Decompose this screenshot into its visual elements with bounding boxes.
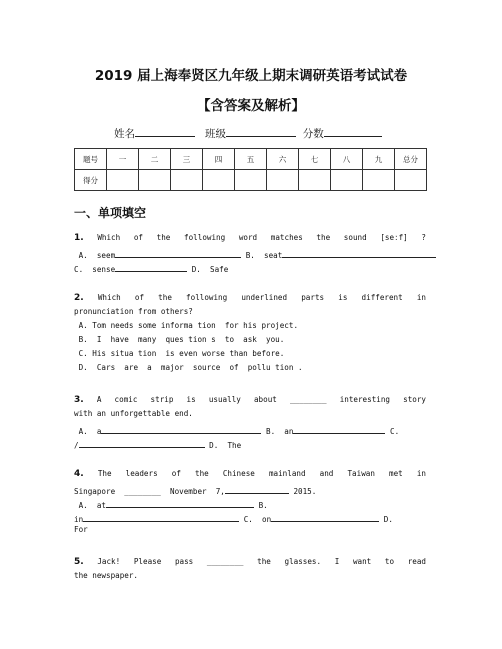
question-4-options-row3: For (74, 525, 88, 534)
table-cell: 总分 (395, 149, 427, 170)
question-4-options-row2: in C. on D. (74, 511, 426, 525)
name-label: 姓名 (114, 128, 135, 140)
question-2-option-d: D. Cars are a major source of pollu tion . (78, 363, 303, 372)
table-cell: 八 (331, 149, 363, 170)
table-cell: 七 (299, 149, 331, 170)
question-1-options-row1: A. seem B. seat (74, 247, 426, 261)
table-cell: 得分 (75, 170, 107, 191)
table-cell: 三 (171, 149, 203, 170)
table-cell: 二 (139, 149, 171, 170)
question-2-option-b: B. I have many ques tion s to ask you. (78, 335, 285, 344)
question-3-text: 3. A comic strip is usually about ________ interesting story (74, 395, 426, 405)
score-blank[interactable] (324, 126, 382, 137)
class-label: 班级 (205, 128, 227, 140)
score-cell[interactable] (299, 170, 331, 191)
question-4-text: 4. The leaders of the Chinese mainland and Taiwan met in (74, 469, 426, 479)
score-cell[interactable] (363, 170, 395, 191)
question-4-options-row1: A. at B. (74, 497, 426, 511)
class-blank[interactable] (226, 126, 296, 137)
score-table-score-row (75, 170, 427, 191)
question-2-text: 2. Which of the following underlined parts is different in (74, 293, 427, 303)
question-2-option-a: A. Tom needs some informa tion for his project. (78, 321, 299, 330)
question-3-options-row1: A. a B. an C. (74, 423, 426, 437)
student-info-line (114, 126, 382, 141)
table-cell: 四 (203, 149, 235, 170)
score-cell[interactable] (171, 170, 203, 191)
document-title: 2019 届上海奉贤区九年级上期末调研英语考试试卷 (94, 68, 408, 84)
table-cell: 九 (363, 149, 395, 170)
question-2-text-cont: pronunciation from others? (74, 307, 193, 316)
question-5-text: 5. Jack! Please pass ________ the glasses. I want to read (74, 557, 426, 567)
score-cell[interactable] (107, 170, 139, 191)
table-cell: 六 (267, 149, 299, 170)
table-cell: 一 (107, 149, 139, 170)
question-2-option-c: C. His situa tion is even worse than before. (78, 349, 285, 358)
question-1-text: 1. Which of the following word matches the sound [seːf] ? (74, 233, 426, 243)
document-subtitle: 【含答案及解析】 (197, 98, 305, 114)
section-heading: 一、单项填空 (74, 206, 147, 220)
question-1-options-row2: C. sense D. Safe (74, 261, 426, 275)
question-3-text-cont: with an unforgettable end. (74, 409, 193, 418)
score-cell[interactable] (235, 170, 267, 191)
table-cell: 五 (235, 149, 267, 170)
score-cell[interactable] (203, 170, 235, 191)
score-cell[interactable] (395, 170, 427, 191)
question-3-options-row2: / D. The (74, 437, 426, 451)
score-cell[interactable] (267, 170, 299, 191)
question-5-text-cont: the newspaper. (74, 571, 139, 580)
score-label: 分数 (302, 128, 324, 140)
score-table-header-row (75, 149, 427, 170)
table-cell: 题号 (75, 149, 107, 170)
score-table (74, 148, 427, 191)
score-cell[interactable] (139, 170, 171, 191)
question-4-text-cont: Singapore ________ November 7, 2015. (74, 483, 426, 497)
name-blank[interactable] (135, 126, 195, 137)
score-cell[interactable] (331, 170, 363, 191)
